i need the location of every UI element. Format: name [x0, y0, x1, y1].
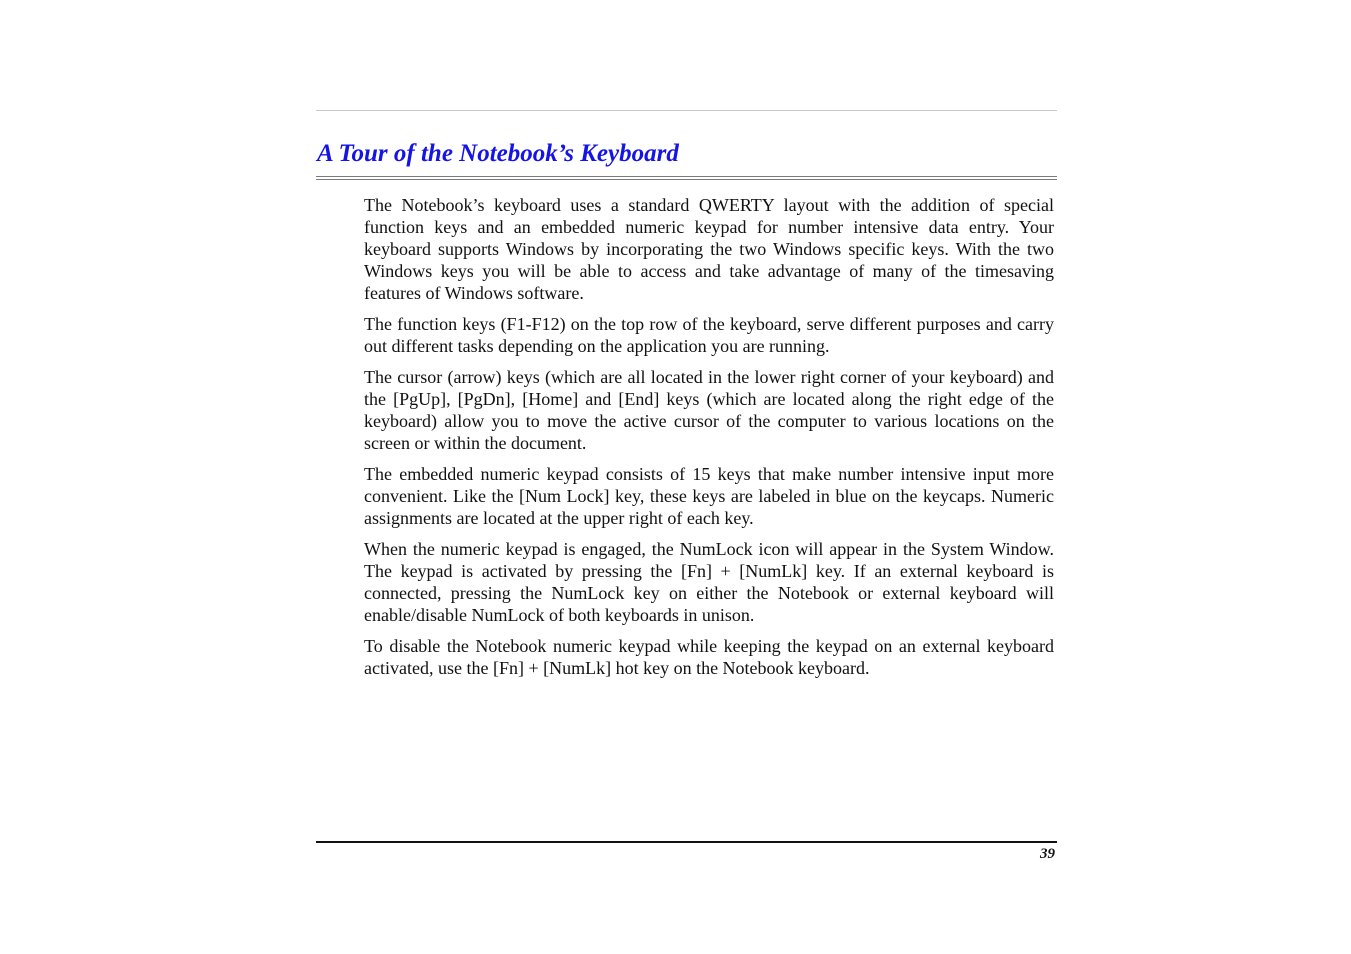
footer-divider: [316, 841, 1057, 843]
page-title: A Tour of the Notebook’s Keyboard: [317, 140, 679, 167]
paragraph-keyboard-layout: The Notebook’s keyboard uses a standard QWERTY layout with the addition of special function keys and an embedded numeric keypad for number intensive data entry. Your keyboard supports Windows by incorporating the two Windows specific keys. With the two Windows keys you will be able to access and take advantage of many of the timesaving features of Windows software.: [364, 195, 1054, 303]
paragraph-disable-keypad: To disable the Notebook numeric keypad while keeping the keypad on an external keyboard activated, use the [Fn] + [NumLk] hot key on the Notebook keyboard.: [364, 636, 1054, 678]
header-divider: [316, 110, 1057, 111]
page-number: 39: [1040, 846, 1055, 862]
paragraph-numlock: When the numeric keypad is engaged, the NumLock icon will appear in the System Window. The keypad is activated by pressing the [Fn] + [NumLk] key. If an external keyboard is connected, pressing the NumLock key on either the Notebook or external keyboard will enable/disable NumLock of both keyboards in unison.: [364, 539, 1054, 625]
paragraph-cursor-keys: The cursor (arrow) keys (which are all located in the lower right corner of your keyboard) and the [PgUp], [PgDn], [Home] and [End] keys (which are located along the right edge of the keyboard) allow you to move the active cursor of the computer to various locations on the screen or within the document.: [364, 367, 1054, 453]
body-text: [364, 194, 1054, 688]
title-underline: [316, 176, 1057, 180]
paragraph-numeric-keypad: The embedded numeric keypad consists of 15 keys that make number intensive input more convenient. Like the [Num Lock] key, these keys are labeled in blue on the keycaps. Numeric assignments are located at the upper right of each key.: [364, 464, 1054, 528]
paragraph-function-keys: The function keys (F1-F12) on the top row of the keyboard, serve different purposes and carry out different tasks depending on the application you are running.: [364, 314, 1054, 356]
